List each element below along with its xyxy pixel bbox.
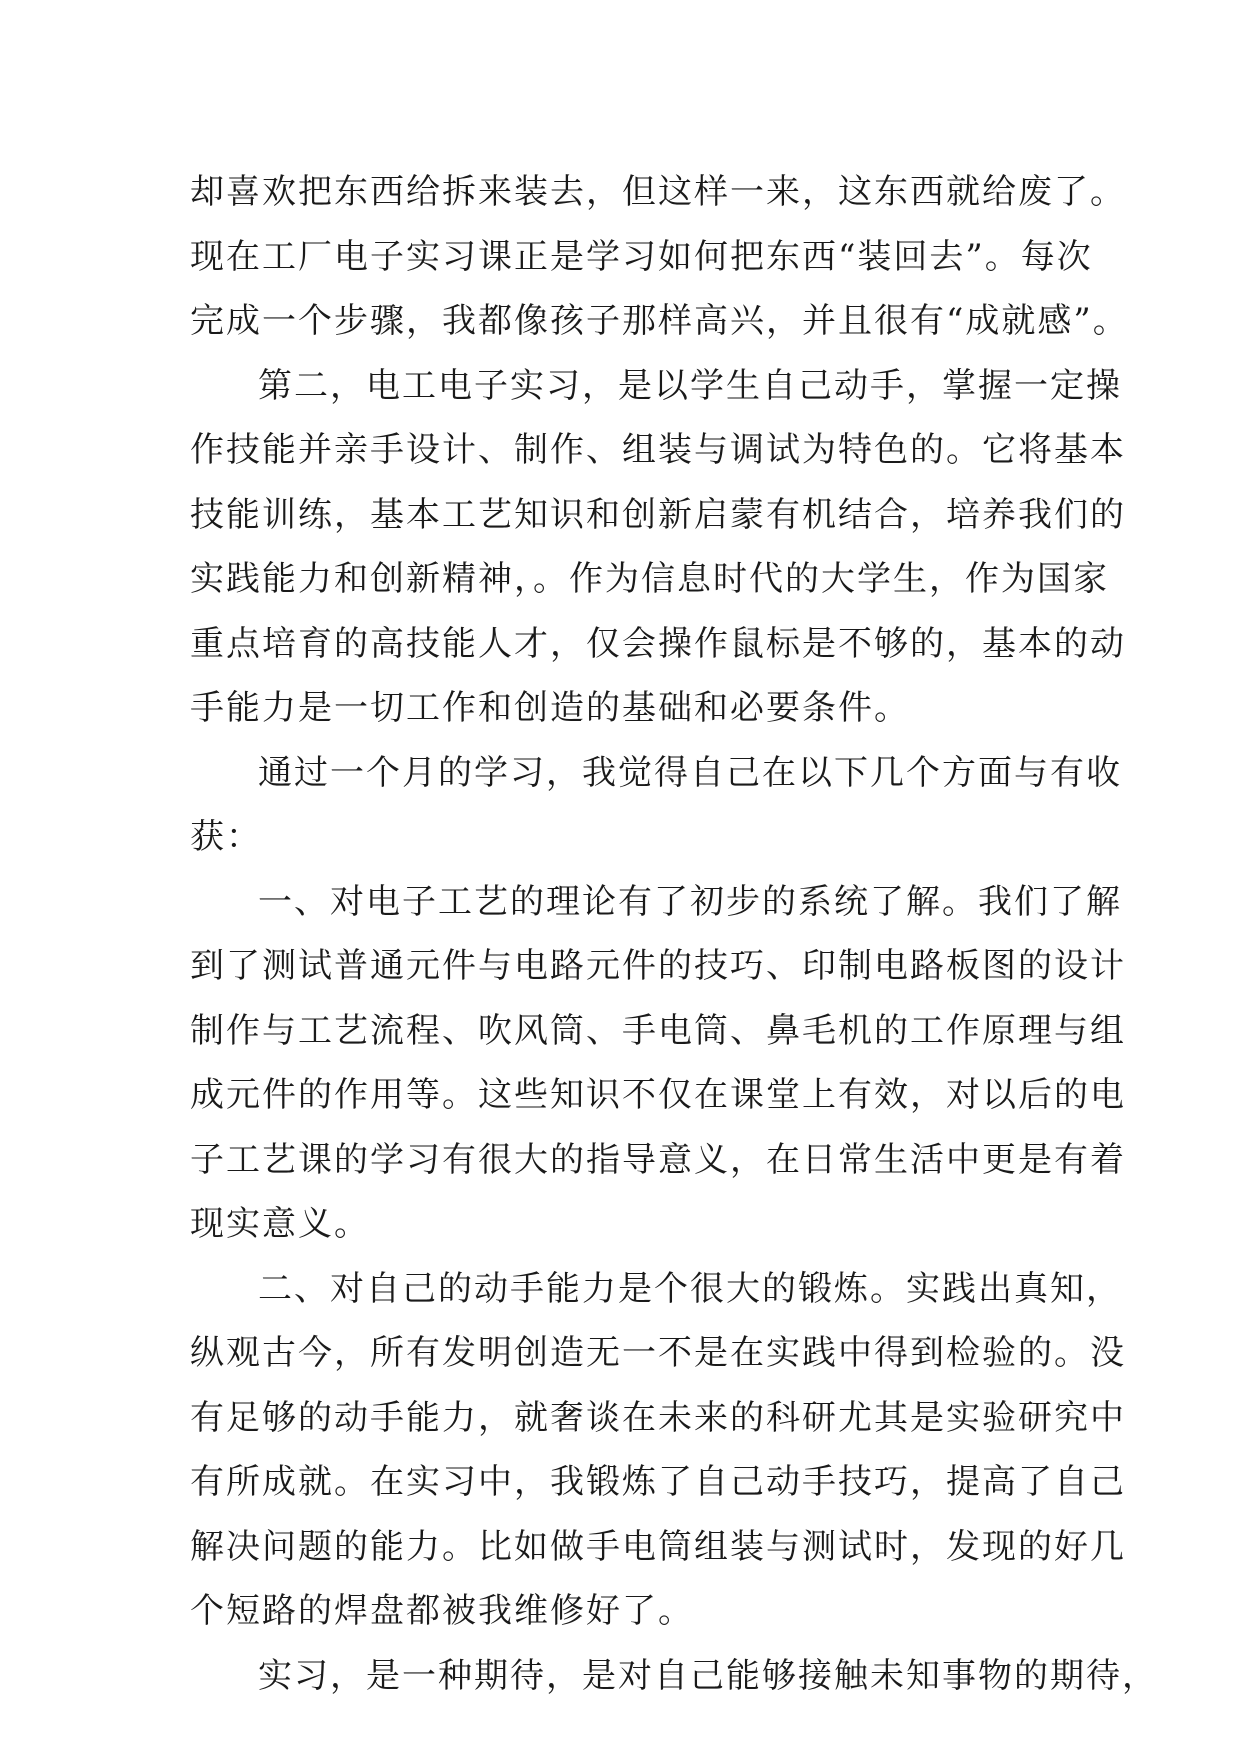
text-line: 个短路的焊盘都被我维修好了。 bbox=[190, 1591, 694, 1631]
text-line: 作技能并亲手设计、制作、组装与调试为特色的。它将基本 bbox=[190, 430, 1126, 470]
text-line: 纵观古今，所有发明创造无一不是在实践中得到检验的。没 bbox=[190, 1333, 1126, 1373]
paragraph-start-line: 第二，电工电子实习，是以学生自己动手，掌握一定操 bbox=[258, 365, 1122, 406]
text-line: 获： bbox=[190, 817, 262, 857]
text-line: 子工艺课的学习有很大的指导意义，在日常生活中更是有着 bbox=[190, 1139, 1126, 1180]
text-line: 实践能力和创新精神，。作为信息时代的大学生，作为国家 bbox=[190, 559, 1109, 599]
text-line: 有足够的动手能力，就奢谈在未来的科研尤其是实验研究中 bbox=[190, 1397, 1126, 1438]
paragraph-start-line: 二、对自己的动手能力是个很大的锻炼。实践出真知， bbox=[258, 1268, 1122, 1309]
text-line: 却喜欢把东西给拆来装去，但这样一来，这东西就给废了。 bbox=[190, 172, 1126, 212]
text-line: 成元件的作用等。这些知识不仅在课堂上有效，对以后的电 bbox=[190, 1075, 1126, 1115]
text-line: 到了测试普通元件与电路元件的技巧、印制电路板图的设计 bbox=[190, 946, 1126, 986]
body-text bbox=[190, 160, 1158, 1708]
paragraph-start-line: 实习，是一种期待，是对自己能够接触未知事物的期待， bbox=[258, 1655, 1158, 1696]
text-line: 现在工厂电子实习课正是学习如何把东西“装回去”。每次 bbox=[190, 236, 1093, 277]
paragraph-start-line: 通过一个月的学习，我觉得自己在以下几个方面与有收 bbox=[258, 752, 1122, 793]
text-line: 制作与工艺流程、吹风筒、手电筒、鼻毛机的工作原理与组 bbox=[190, 1010, 1126, 1051]
text-line: 解决问题的能力。比如做手电筒组装与测试时，发现的好几 bbox=[190, 1526, 1126, 1567]
text-line: 手能力是一切工作和创造的基础和必要条件。 bbox=[190, 688, 910, 728]
text-line: 有所成就。在实习中，我锻炼了自己动手技巧，提高了自己 bbox=[190, 1462, 1126, 1502]
text-line: 技能训练，基本工艺知识和创新启蒙有机结合，培养我们的 bbox=[190, 494, 1126, 535]
paragraph-start-line: 一、对电子工艺的理论有了初步的系统了解。我们了解 bbox=[258, 881, 1122, 922]
text-line: 重点培育的高技能人才，仅会操作鼠标是不够的，基本的动 bbox=[190, 623, 1126, 664]
text-line: 完成一个步骤，我都像孩子那样高兴，并且很有“成就感”。 bbox=[190, 301, 1129, 341]
text-line: 现实意义。 bbox=[190, 1204, 370, 1244]
